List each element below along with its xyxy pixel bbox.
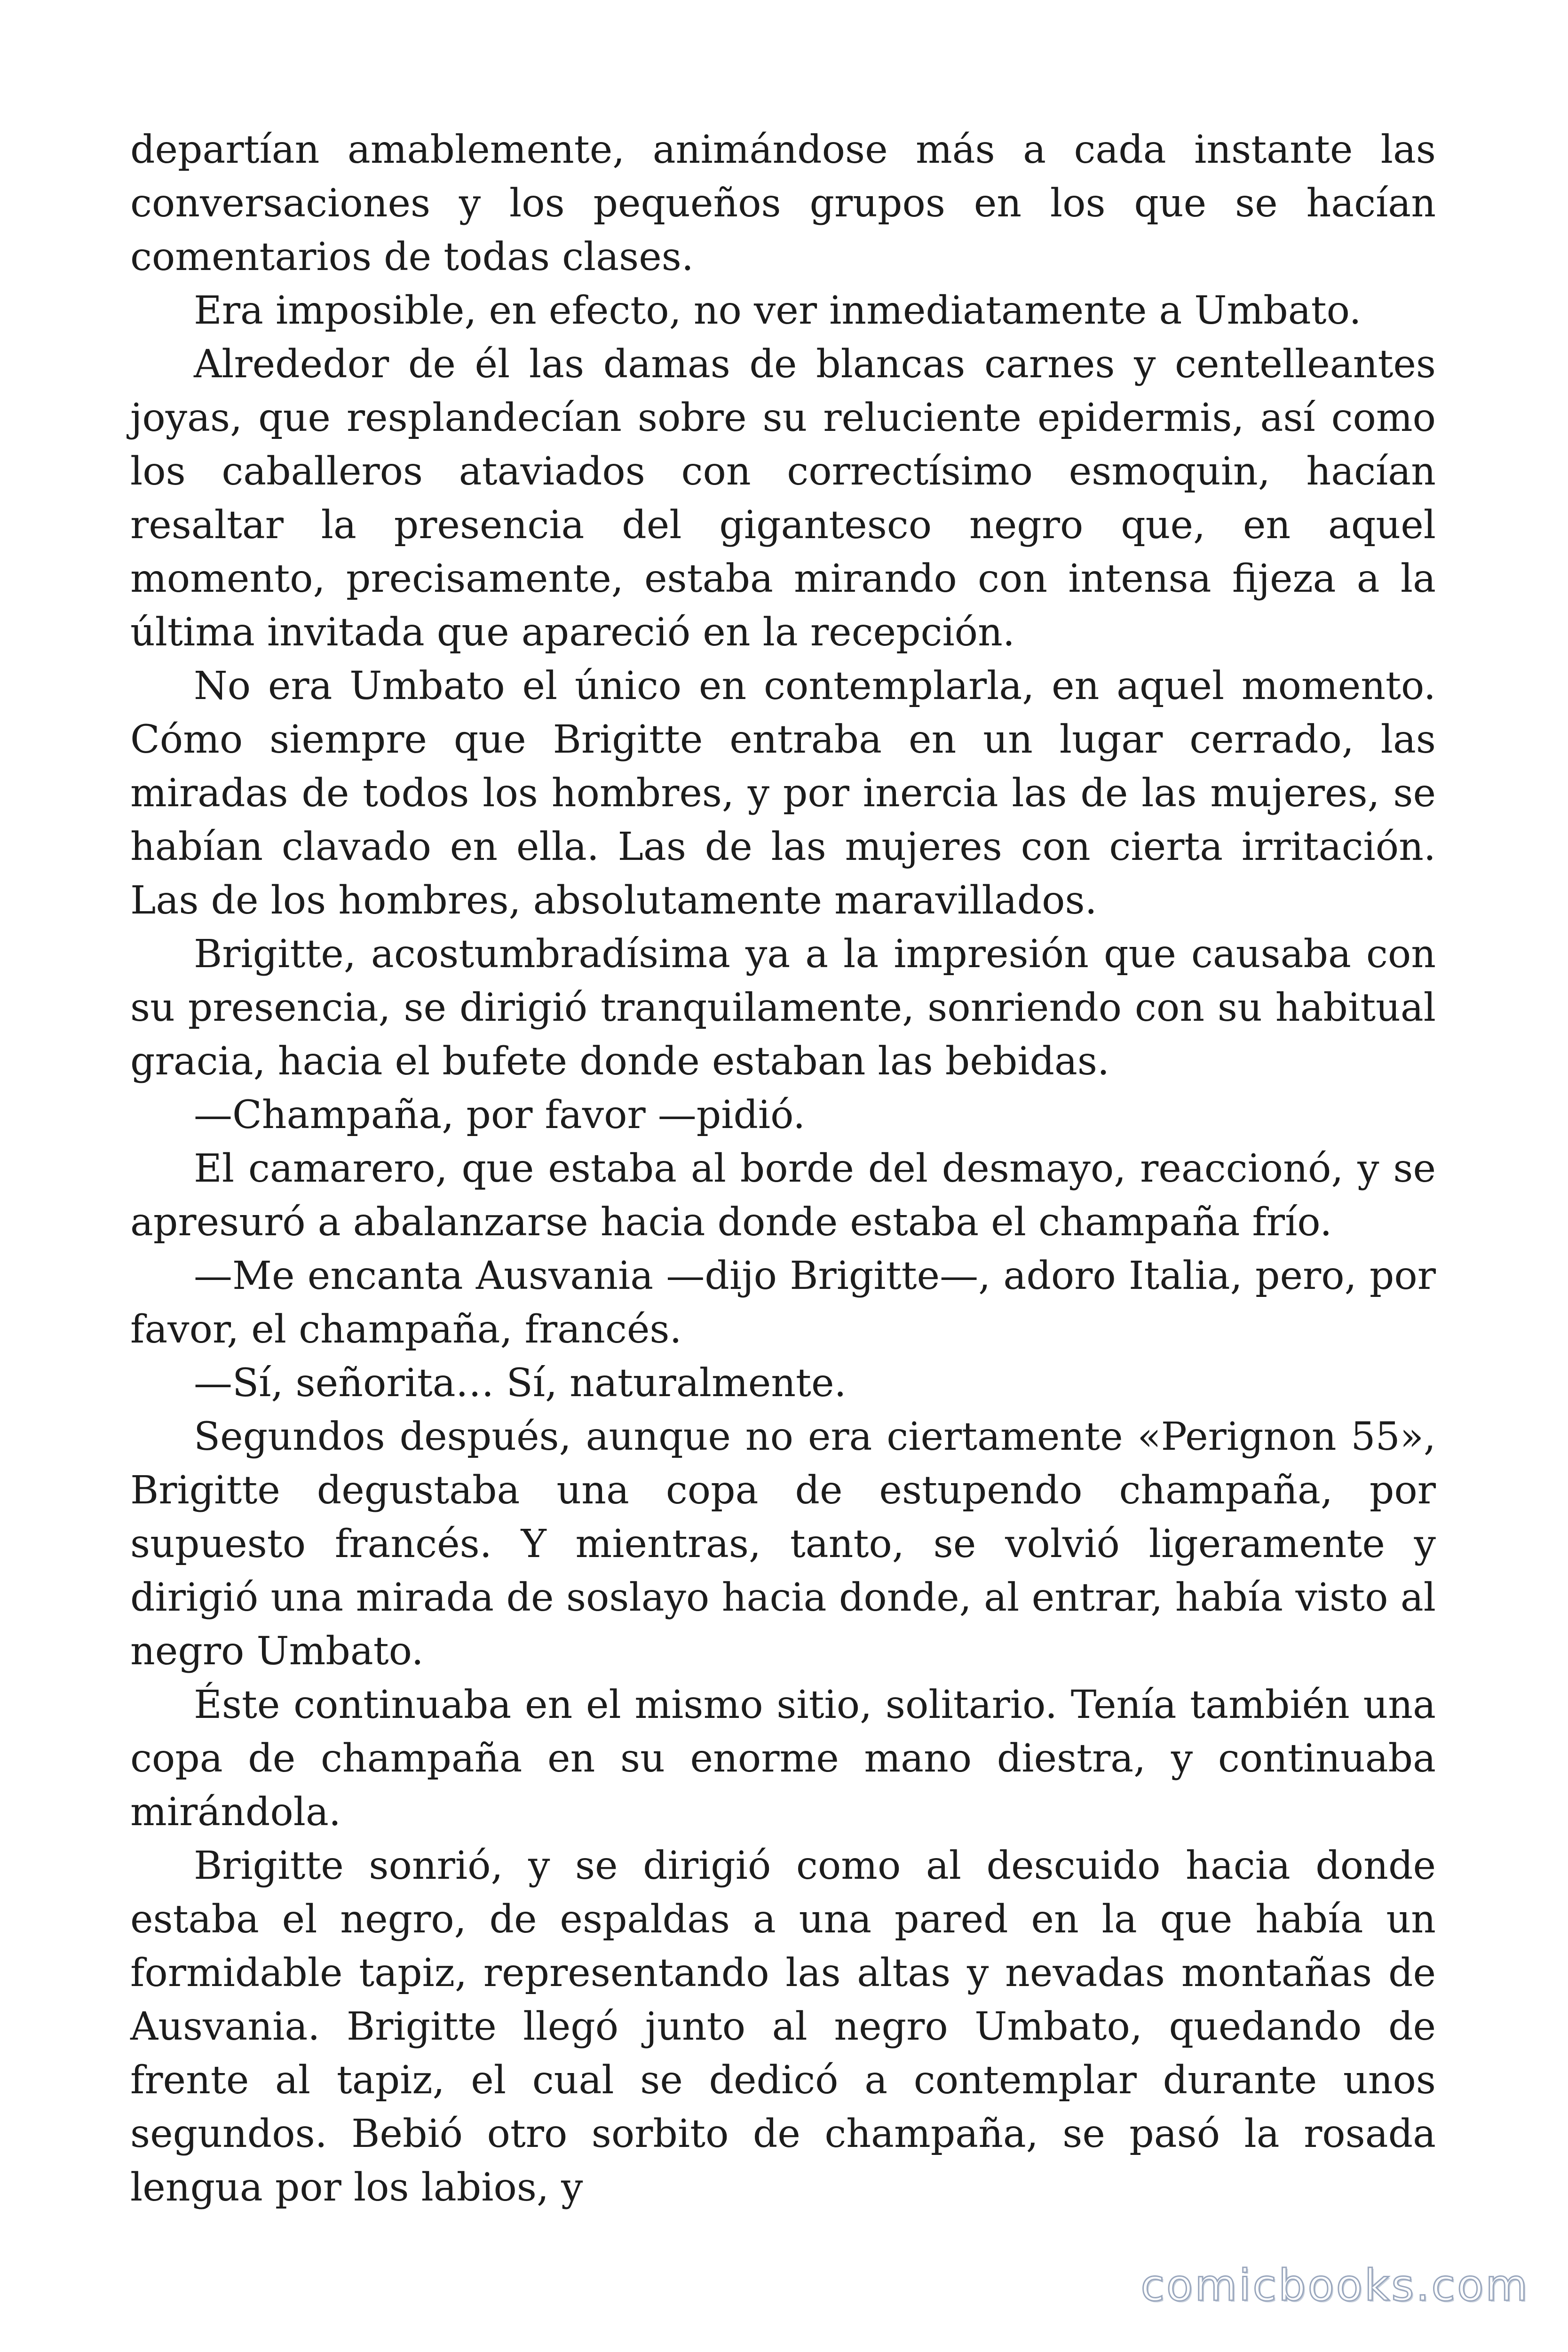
paragraph-2: Era imposible, en efecto, no ver inmediatamente a Umbato. — [194, 288, 1362, 333]
paragraph-10: Segundos después, aunque no era ciertamente «Perignon 55», Brigitte degustaba una copa de estupendo champaña, por supuesto francés. Y mientras, tanto, se volvió ligeramente y dirigió una mirada de soslayo hacia donde, al entrar, había visto al negro Umbato. — [130, 1414, 1436, 1674]
paragraph-3: Alrededor de él las damas de blancas carnes y centelleantes joyas, que resplandecían sobre su reluciente epidermis, así como los caballeros ataviados con correctísimo esmoquin, hacían resaltar la presencia del gigantesco negro que, en aquel momento, precisamente, estaba mirando con intensa fijeza a la última invitada que apareció en la recepción. — [130, 342, 1436, 655]
body-text — [130, 123, 1436, 2215]
paragraph-6: —Champaña, por favor —pidió. — [194, 1093, 806, 1137]
paragraph-11: Éste continuaba en el mismo sitio, solitario. Tenía también una copa de champaña en su enorme mano diestra, y continuaba mirándola. — [130, 1683, 1436, 1835]
paragraph-1: departían amablemente, animándose más a cada instante las conversaciones y los pequeños grupos en los que se hacían comentarios de todas clases. — [130, 127, 1436, 279]
paragraph-5: Brigitte, acostumbradísima ya a la impresión que causaba con su presencia, se dirigió tranquilamente, sonriendo con su habitual gracia, hacia el bufete donde estaban las bebidas. — [130, 932, 1436, 1084]
paragraph-9: —Sí, señorita… Sí, naturalmente. — [194, 1361, 847, 1406]
paragraph-7: El camarero, que estaba al borde del desmayo, reaccionó, y se apresuró a abalanzarse hacia donde estaba el champaña frío. — [130, 1146, 1436, 1245]
watermark-logo: comicbooks.com — [1140, 2260, 1529, 2311]
paragraph-4: No era Umbato el único en contemplarla, en aquel momento. Cómo siempre que Brigitte entraba en un lugar cerrado, las miradas de todos los hombres, y por inercia las de las mujeres, se habían clavado en ella. Las de las mujeres con cierta irritación. Las de los hombres, absolutamente maravillados. — [130, 664, 1436, 923]
paragraph-12: Brigitte sonrió, y se dirigió como al descuido hacia donde estaba el negro, de espaldas a una pared en la que había un formidable tapiz, representando las altas y nevadas montañas de Ausvania. Brigitte llegó junto al negro Umbato, quedando de frente al tapiz, el cual se dedicó a contemplar durante unos segundos. Bebió otro sorbito de champaña, se pasó la rosada lengua por los labios, y — [130, 1843, 1436, 2210]
paragraph-8: —Me encanta Ausvania —dijo Brigitte—, adoro Italia, pero, por favor, el champaña, francés. — [130, 1254, 1436, 1352]
